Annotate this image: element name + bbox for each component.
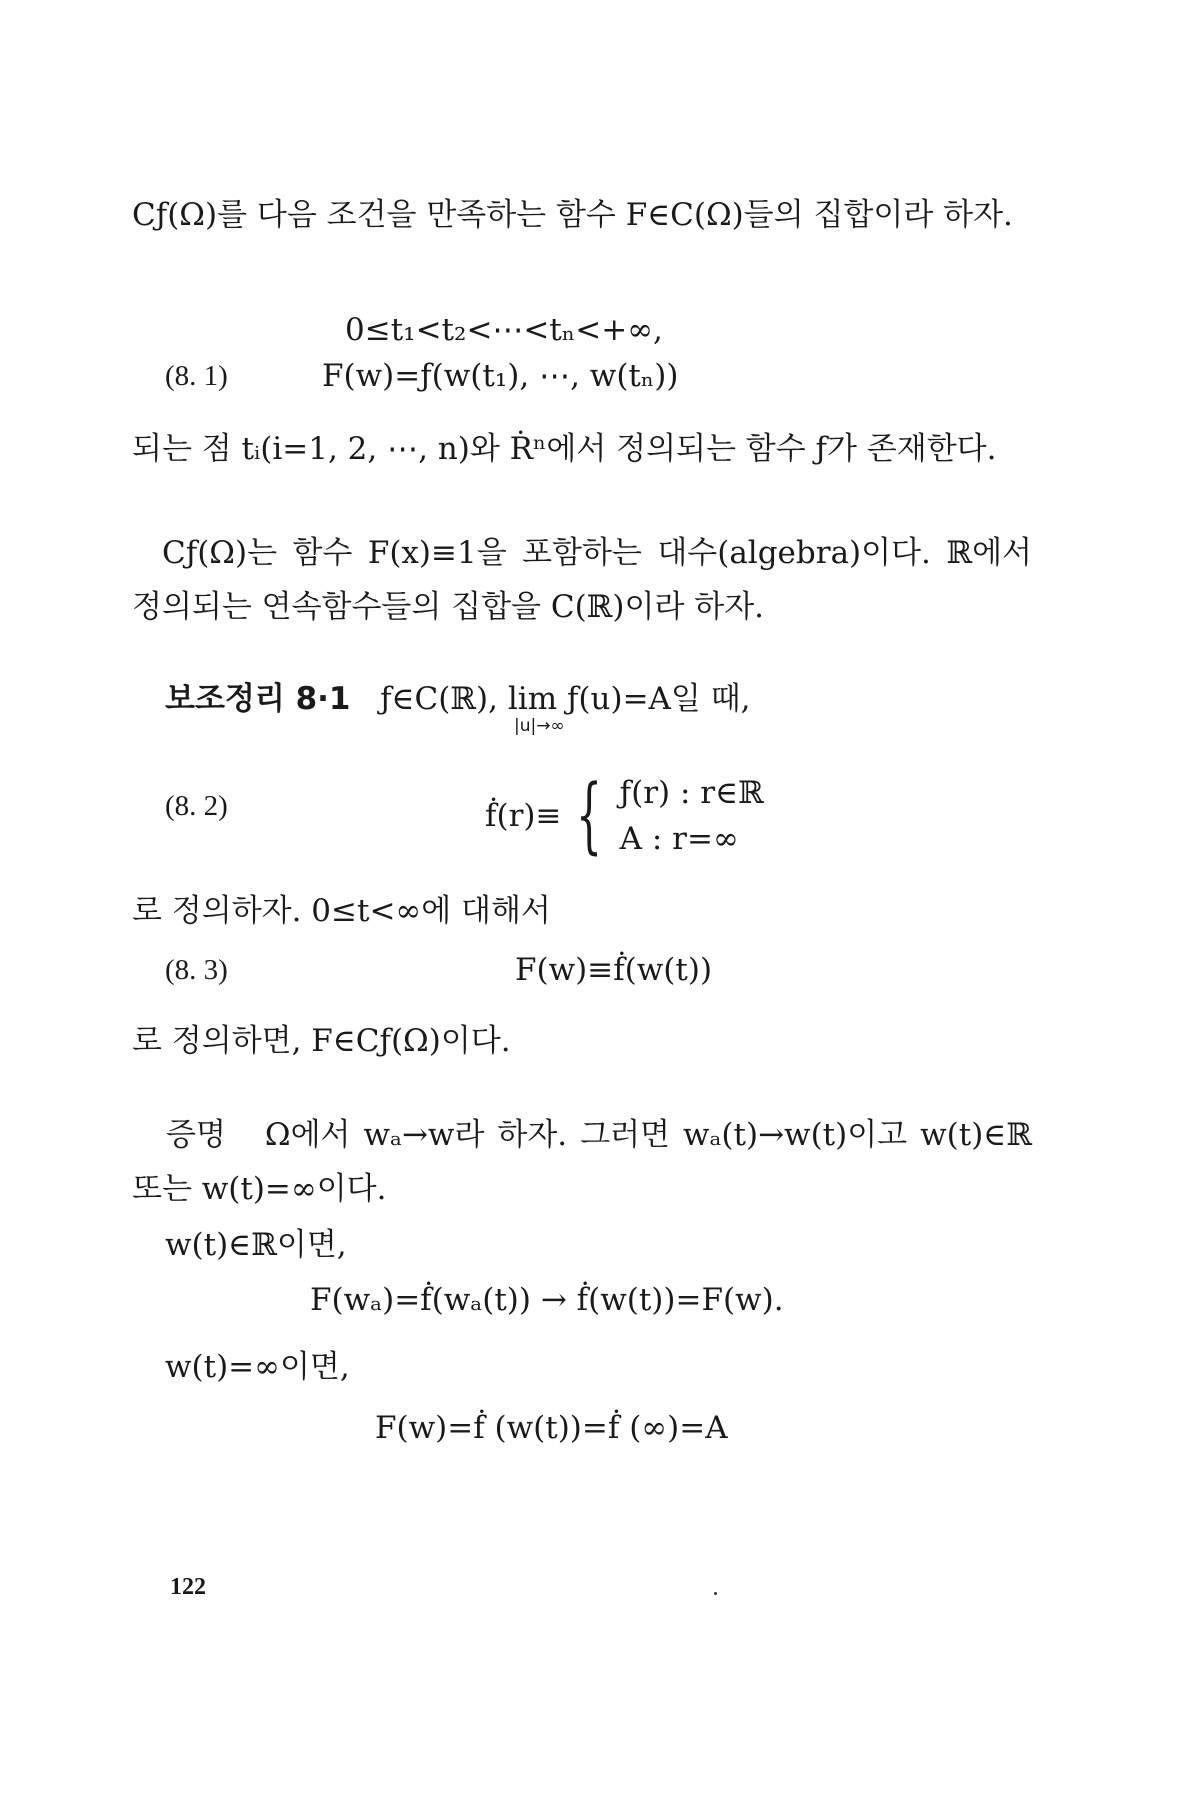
proof-text: Ω에서 wₐ→w라 하자. 그러면 wₐ(t)→w(t)이고 w(t)∈ℝ 또는 w(t)=∞이다. [132, 1117, 1033, 1207]
equation-number-8-1: (8. 1) [165, 360, 228, 392]
proof-label: 증명 [166, 1117, 226, 1153]
speck-mark [714, 1592, 717, 1595]
proof-equation-1: F(wₐ)=ḟ(wₐ(t)) → ḟ(w(t))=F(w). [310, 1282, 784, 1318]
proof-case-real: w(t)∈ℝ이면, [165, 1227, 347, 1263]
proof-paragraph [132, 1108, 1032, 1216]
proof-equation-2: F(w)=ḟ (w(t))=ḟ (∞)=A [375, 1410, 728, 1446]
equation-number-8-2: (8. 2) [165, 790, 228, 822]
case-real: ƒ(r) : r∈ℝ [619, 775, 764, 811]
inequality-condition: 0≤t₁<t₂<⋯<tₙ<+∞, [345, 312, 663, 348]
equation-8-2-lhs: ḟ(r)≡ [485, 798, 562, 834]
proof-case-infinity: w(t)=∞이면, [165, 1349, 350, 1385]
equation-8-1: F(w)=ƒ(w(t₁), ⋯, w(tₙ)) [322, 358, 679, 394]
lemma-statement [165, 672, 1035, 726]
lemma-body: ƒ∈C(ℝ), lim ƒ(u)=A일 때, [380, 681, 751, 717]
paragraph-definition: Cƒ(Ω)를 다음 조건을 만족하는 함수 F∈C(Ω)들의 집합이라 하자. [132, 197, 1013, 233]
case-infinity: A : r=∞ [619, 821, 739, 857]
paragraph-define: 로 정의하자. 0≤t<∞에 대해서 [132, 893, 551, 929]
left-brace: { [576, 768, 603, 863]
equation-number-8-3: (8. 3) [165, 954, 228, 986]
lemma-label: 보조정리 8·1 [165, 681, 351, 717]
paragraph-algebra: Cƒ(Ω)는 함수 F(x)≡1을 포함하는 대수(algebra)이다. ℝ에서 정의되는 연속함수들의 집합을 C(ℝ)이라 하자. [132, 535, 1032, 625]
equation-8-2-cases [620, 770, 764, 862]
limit-subscript: |u|→∞ [514, 716, 565, 736]
paragraph-points: 되는 점 tᵢ(i=1, 2, ⋯, n)와 Ṙⁿ에서 정의되는 함수 ƒ가 존재한다. [132, 431, 997, 467]
page-number: 122 [170, 1574, 206, 1600]
equation-8-2 [485, 770, 764, 862]
equation-8-3: F(w)≡ḟ(w(t)) [515, 952, 713, 988]
paragraph-conclusion: 로 정의하면, F∈Cƒ(Ω)이다. [132, 1023, 511, 1059]
